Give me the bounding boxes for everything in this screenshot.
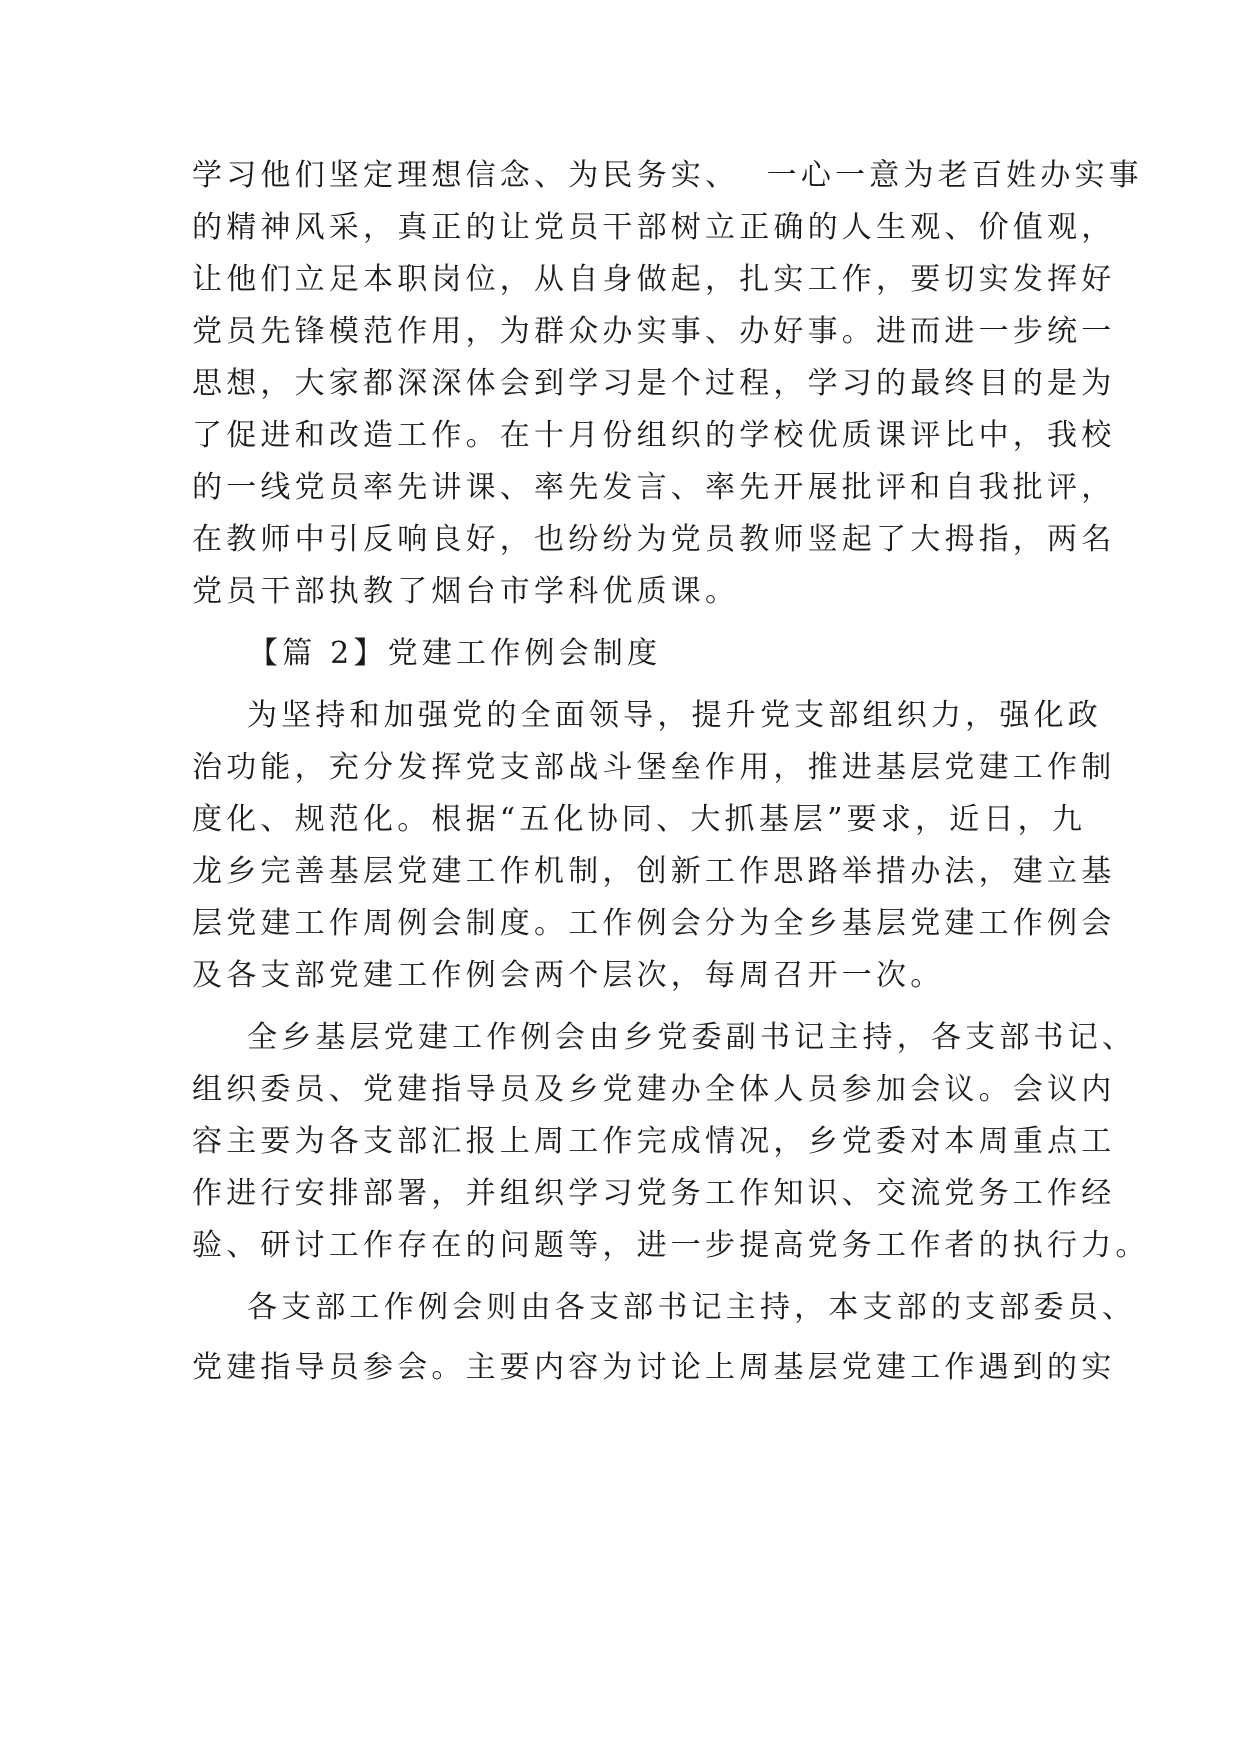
text-line: 的精神风采，真正的让党员干部树立正确的人生观、价值观， <box>192 210 1116 245</box>
text-line: 各支部工作例会则由各支部书记主持，本支部的支部委员、 <box>192 1290 1137 1325</box>
text-line: 度化、规范化。根据“五化协同、大抓基层”要求，近日，九 <box>192 802 1087 837</box>
text-line: 为坚持和加强党的全面领导，提升党支部组织力，强化政 <box>192 698 1102 733</box>
text-line: 及各支部党建工作例会两个层次，每周召开一次。 <box>192 958 945 993</box>
text-line: 治功能，充分发挥党支部战斗堡垒作用，推进基层党建工作制 <box>192 750 1116 785</box>
text-line: 思想，大家都深深体会到学习是个过程，学习的最终目的是为 <box>192 366 1116 401</box>
section-heading: 【篇 2】党建工作例会制度 <box>248 636 662 671</box>
text-line: 作进行安排部署，并组织学习党务工作知识、交流党务工作经 <box>192 1176 1116 1211</box>
text-line: 党员先锋模范作用，为群众办实事、办好事。进而进一步统一 <box>192 314 1116 349</box>
text-line: 的一线党员率先讲课、率先发言、率先开展批评和自我批评， <box>192 470 1116 505</box>
text-line: 组织委员、党建指导员及乡党建办全体人员参加会议。会议内 <box>192 1072 1116 1107</box>
text-line: 容主要为各支部汇报上周工作完成情况，乡党委对本周重点工 <box>192 1124 1116 1159</box>
text-line: 在教师中引反响良好，也纷纷为党员教师竖起了大拇指，两名 <box>192 522 1116 557</box>
text-line: 党建指导员参会。主要内容为讨论上周基层党建工作遇到的实 <box>192 1350 1116 1385</box>
text-line: 党员干部执教了烟台市学科优质课。 <box>192 574 740 609</box>
text-line: 了促进和改造工作。在十月份组织的学校优质课评比中，我校 <box>192 418 1116 453</box>
text-line: 学习他们坚定理想信念、为民务实、 一心一意为老百姓办实事 <box>192 158 1143 193</box>
text-line: 龙乡完善基层党建工作机制，创新工作思路举措办法，建立基 <box>192 854 1116 889</box>
text-line: 层党建工作周例会制度。工作例会分为全乡基层党建工作例会 <box>192 906 1116 941</box>
text-line: 全乡基层党建工作例会由乡党委副书记主持，各支部书记、 <box>192 1020 1137 1055</box>
text-line: 让他们立足本职岗位，从自身做起，扎实工作，要切实发挥好 <box>192 262 1116 297</box>
text-line: 验、研讨工作存在的问题等，进一步提高党务工作者的执行力。 <box>192 1228 1150 1263</box>
